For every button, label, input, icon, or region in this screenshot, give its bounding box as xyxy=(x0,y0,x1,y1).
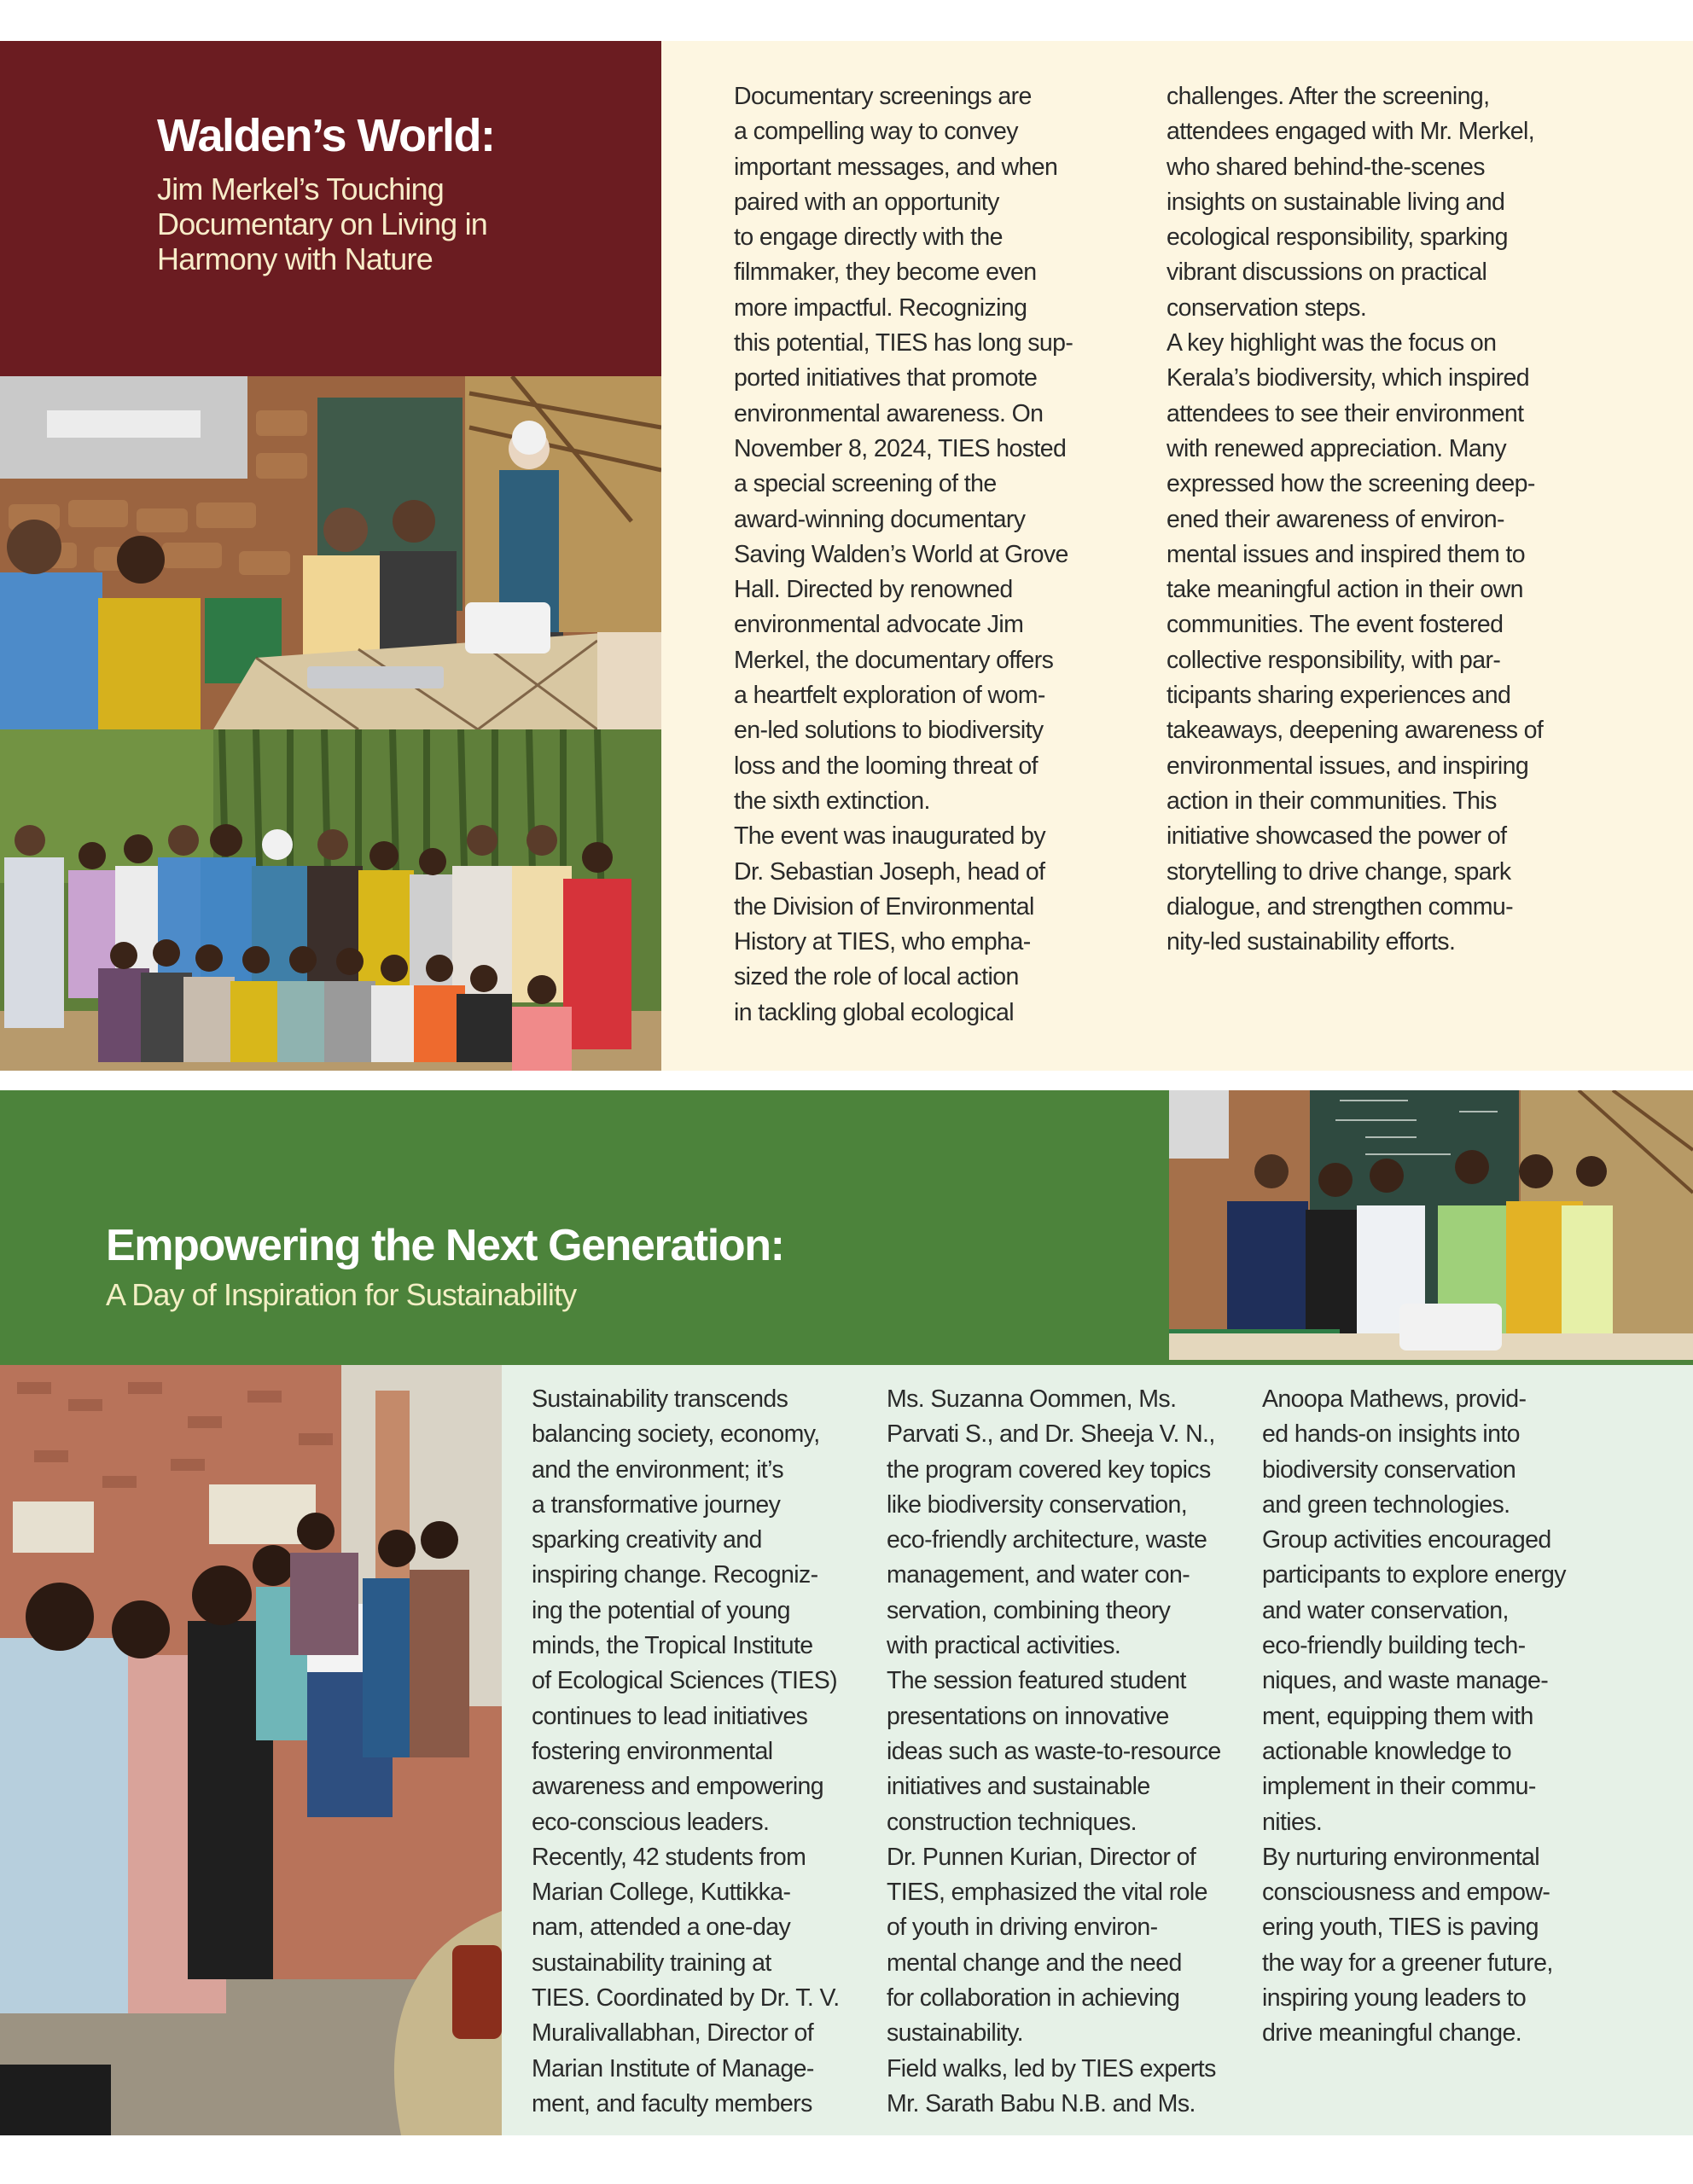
text-line: a compelling way to convey xyxy=(734,118,1018,146)
text-line: continues to lead initiatives xyxy=(532,1702,808,1730)
text-line: management, and water con- xyxy=(887,1561,1190,1589)
text-line: and water conservation, xyxy=(1262,1596,1509,1624)
text-line: ecological responsibility, sparking xyxy=(1166,224,1508,252)
text-line: A key highlight was the focus on xyxy=(1166,329,1497,357)
screening-photo xyxy=(0,376,661,729)
text-line: drive meaningful change. xyxy=(1262,2019,1522,2048)
article1-subtitle xyxy=(157,171,635,276)
text-line: Documentary screenings are xyxy=(734,83,1032,110)
article1-body xyxy=(661,41,1693,1071)
text-line: Saving Walden’s World at Grove xyxy=(734,540,1068,568)
text-line: nity-led sustainability efforts. xyxy=(1166,928,1456,956)
text-line: TIES. Coordinated by Dr. T. V. xyxy=(532,1984,840,2013)
text-line: take meaningful action in their own xyxy=(1166,576,1523,604)
text-line: ported initiatives that promote xyxy=(734,364,1038,392)
text-line: Muralivallabhan, Director of xyxy=(532,2019,814,2048)
text-line: environmental advocate Jim xyxy=(734,611,1024,639)
article2-body xyxy=(502,1365,1693,2135)
text-line: Mr. Sarath Babu N.B. and Ms. xyxy=(887,2089,1196,2117)
text-line: the way for a greener future, xyxy=(1262,1949,1553,1977)
text-line: consciousness and empow- xyxy=(1262,1879,1550,1907)
text-line: eco-friendly building tech- xyxy=(1262,1632,1526,1660)
text-line: Merkel, the documentary offers xyxy=(734,646,1054,674)
text-line: storytelling to drive change, spark xyxy=(1166,857,1511,886)
text-line: challenges. After the screening, xyxy=(1166,83,1490,110)
article1-title-block xyxy=(0,41,661,376)
text-line: sized the role of local action xyxy=(734,963,1019,991)
text-line: ering youth, TIES is paving xyxy=(1262,1914,1539,1942)
text-line: who shared behind-the-scenes xyxy=(1166,153,1485,181)
text-line: mental change and the need xyxy=(887,1949,1182,1977)
text-line: fostering environmental xyxy=(532,1737,773,1765)
text-line: ened their awareness of environ- xyxy=(1166,505,1504,533)
text-line: servation, combining theory xyxy=(887,1596,1171,1624)
text-line: attendees to see their environment xyxy=(1166,399,1524,427)
text-line: to engage directly with the xyxy=(734,224,1003,252)
text-line: ed hands-on insights into xyxy=(1262,1420,1520,1449)
text-line: presentations on innovative xyxy=(887,1702,1169,1730)
text-line: environmental awareness. On xyxy=(734,399,1044,427)
text-line: paired with an opportunity xyxy=(734,188,999,216)
text-line: Parvati S., and Dr. Sheeja V. N., xyxy=(887,1420,1215,1449)
text-line: ment, equipping them with xyxy=(1262,1702,1533,1730)
text-line: more impactful. Recognizing xyxy=(734,293,1027,322)
text-line: The session featured student xyxy=(887,1667,1186,1695)
text-line: award-winning documentary xyxy=(734,505,1026,533)
text-line: for collaboration in achieving xyxy=(887,1984,1180,2013)
text-line: ing the potential of young xyxy=(532,1596,790,1624)
text-line: inspiring young leaders to xyxy=(1262,1984,1527,2013)
text-line: the Division of Environmental xyxy=(734,892,1034,921)
students-field-walk-illustration xyxy=(0,1365,502,2135)
text-line: this potential, TIES has long sup- xyxy=(734,329,1073,357)
group-photo xyxy=(0,729,661,1071)
article1-column-1 xyxy=(734,79,1073,1031)
article2-subtitle: A Day of Inspiration for Sustainability xyxy=(106,1277,577,1312)
text-line: mental issues and inspired them to xyxy=(1166,540,1526,568)
text-line: the program covered key topics xyxy=(887,1455,1211,1484)
text-line: insights on sustainable living and xyxy=(1166,188,1505,216)
text-line: with renewed appreciation. Many xyxy=(1166,434,1507,462)
text-line: actionable knowledge to xyxy=(1262,1737,1512,1765)
article1-subtitle-line: Harmony with Nature xyxy=(157,241,433,276)
text-line: and green technologies. xyxy=(1262,1490,1510,1519)
text-line: implement in their commu- xyxy=(1262,1773,1536,1801)
text-line: nities. xyxy=(1262,1808,1323,1836)
presentation-photo xyxy=(1169,1090,1693,1365)
text-line: attendees engaged with Mr. Merkel, xyxy=(1166,118,1535,146)
text-line: Ms. Suzanna Oommen, Ms. xyxy=(887,1385,1177,1413)
text-line: dialogue, and strengthen commu- xyxy=(1166,892,1513,921)
text-line: important messages, and when xyxy=(734,153,1058,181)
text-line: eco-friendly architecture, waste xyxy=(887,1526,1207,1554)
text-line: collective responsibility, with par- xyxy=(1166,646,1501,674)
text-line: Group activities encouraged xyxy=(1262,1526,1551,1554)
text-line: Dr. Punnen Kurian, Director of xyxy=(887,1843,1196,1871)
text-line: niques, and waste manage- xyxy=(1262,1667,1549,1695)
text-line: action in their communities. This xyxy=(1166,787,1497,815)
text-line: participants to explore energy xyxy=(1262,1561,1566,1589)
text-line: initiative showcased the power of xyxy=(1166,822,1507,851)
text-line: nam, attended a one-day xyxy=(532,1914,791,1942)
text-line: of Ecological Sciences (TIES) xyxy=(532,1667,837,1695)
text-line: November 8, 2024, TIES hosted xyxy=(734,434,1067,462)
text-line: Anoopa Mathews, provid- xyxy=(1262,1385,1527,1413)
article1-subtitle-line: Documentary on Living in xyxy=(157,206,488,241)
article2-column-2 xyxy=(887,1382,1221,2122)
text-line: takeaways, deepening awareness of xyxy=(1166,717,1544,745)
text-line: awareness and empowering xyxy=(532,1773,824,1801)
group-in-bamboo-grove-illustration xyxy=(0,729,661,1071)
article2-column-1 xyxy=(532,1382,840,2122)
text-line: environmental issues, and inspiring xyxy=(1166,752,1529,780)
text-line: Dr. Sebastian Joseph, head of xyxy=(734,857,1045,886)
article2-title: Empowering the Next Generation: xyxy=(106,1221,784,1270)
article1-subtitle-line: Jim Merkel’s Touching xyxy=(157,171,445,206)
text-line: eco-conscious leaders. xyxy=(532,1808,770,1836)
text-line: en-led solutions to biodiversity xyxy=(734,717,1044,745)
text-line: sustainability training at xyxy=(532,1949,771,1977)
article2-title-block xyxy=(0,1090,1169,1365)
text-line: Recently, 42 students from xyxy=(532,1843,806,1871)
text-line: construction techniques. xyxy=(887,1808,1137,1836)
text-line: Hall. Directed by renowned xyxy=(734,576,1013,604)
text-line: filmmaker, they become even xyxy=(734,258,1037,287)
text-line: ideas such as waste-to-resource xyxy=(887,1737,1221,1765)
text-line: Sustainability transcends xyxy=(532,1385,788,1413)
text-line: biodiversity conservation xyxy=(1262,1455,1516,1484)
text-line: with practical activities. xyxy=(887,1632,1121,1660)
text-line: like biodiversity conservation, xyxy=(887,1490,1188,1519)
text-line: a transformative journey xyxy=(532,1490,781,1519)
text-line: Kerala’s biodiversity, which inspired xyxy=(1166,364,1530,392)
text-line: TIES, emphasized the vital role xyxy=(887,1879,1207,1907)
article1-column-2 xyxy=(1166,79,1543,960)
text-line: communities. The event fostered xyxy=(1166,611,1504,639)
text-line: initiatives and sustainable xyxy=(887,1773,1150,1801)
article2-column-3 xyxy=(1262,1382,1566,2052)
text-line: conservation steps. xyxy=(1166,293,1367,322)
text-line: Marian College, Kuttikka- xyxy=(532,1879,791,1907)
text-line: By nurturing environmental xyxy=(1262,1843,1539,1871)
field-walk-photo xyxy=(0,1365,502,2135)
text-line: expressed how the screening deep- xyxy=(1166,470,1535,498)
text-line: vibrant discussions on practical xyxy=(1166,258,1487,287)
speaker-at-podium-illustration xyxy=(0,376,661,729)
text-line: The event was inaugurated by xyxy=(734,822,1046,851)
text-line: sustainability. xyxy=(887,2019,1023,2048)
text-line: of youth in driving environ- xyxy=(887,1914,1158,1942)
article1-title: Walden’s World: xyxy=(157,110,495,161)
students-presenting-illustration xyxy=(1169,1090,1693,1365)
text-line: History at TIES, who empha- xyxy=(734,928,1031,956)
text-line: Marian Institute of Manage- xyxy=(532,2054,814,2082)
text-line: minds, the Tropical Institute xyxy=(532,1632,813,1660)
text-line: ment, and faculty members xyxy=(532,2089,812,2117)
text-line: a heartfelt exploration of wom- xyxy=(734,682,1045,710)
text-line: Field walks, led by TIES experts xyxy=(887,2054,1216,2082)
text-line: loss and the looming threat of xyxy=(734,752,1038,780)
text-line: inspiring change. Recogniz- xyxy=(532,1561,818,1589)
text-line: sparking creativity and xyxy=(532,1526,762,1554)
text-line: the sixth extinction. xyxy=(734,787,930,815)
text-line: ticipants sharing experiences and xyxy=(1166,682,1511,710)
text-line: balancing society, economy, xyxy=(532,1420,820,1449)
text-line: and the environment; it’s xyxy=(532,1455,783,1484)
text-line: in tackling global ecological xyxy=(734,998,1014,1026)
text-line: a special screening of the xyxy=(734,470,997,498)
